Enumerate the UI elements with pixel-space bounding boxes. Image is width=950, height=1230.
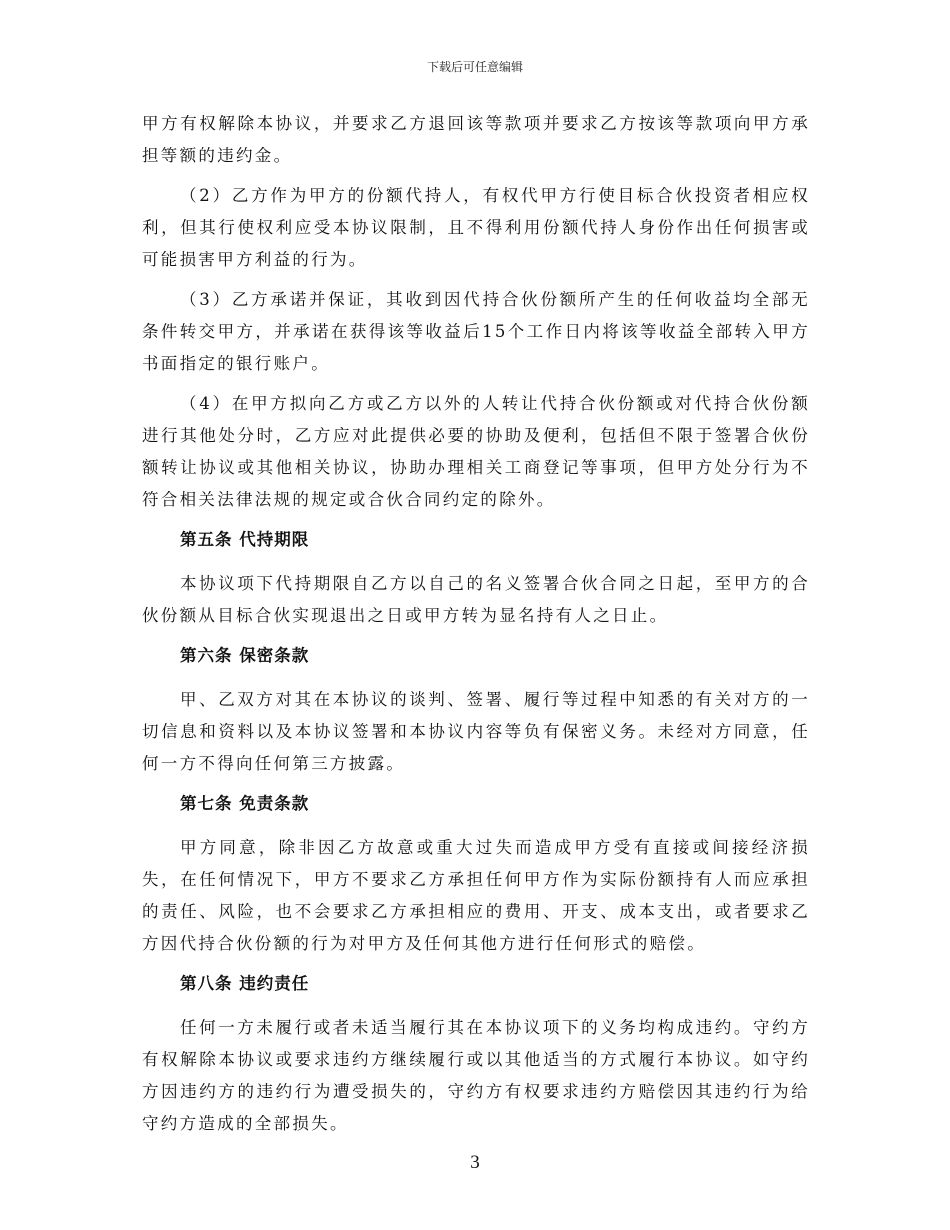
section-heading-7: 第七条 免责条款 (180, 794, 310, 813)
paragraph-confidentiality: 甲、乙双方对其在本协议的谈判、签署、履行等过程中知悉的有关对方的一切信息和资料以及本协议签署和本协议内容等负有保密义务。未经对方同意，任何一方不得向任何第三方披露。 (142, 690, 810, 773)
paragraph-exemption: 甲方同意，除非因乙方故意或重大过失而造成甲方受有直接或间接经济损失，在任何情况下，甲方不要求乙方承担任何甲方作为实际份额持有人而应承担的责任、风险，也不会要求乙方承担相应的费用、开支、成本支出，或者要求乙方因代持合伙份额的行为对甲方及任何其他方进行任何形式的赔偿。 (142, 838, 810, 953)
paragraph-continuation: 甲方有权解除本协议，并要求乙方退回该等款项并要求乙方按该等款项向甲方承担等额的违约金。 (142, 114, 810, 165)
section-heading-6: 第六条 保密条款 (180, 646, 310, 665)
section-heading-5: 第五条 代持期限 (180, 530, 310, 549)
paragraph-term: 本协议项下代持期限自乙方以自己的名义签署合伙合同之日起，至甲方的合伙份额从目标合伙实现退出之日或甲方转为显名持有人之日止。 (142, 574, 810, 625)
paragraph-liability: 任何一方未履行或者未适当履行其在本协议项下的义务均构成违约。守约方有权解除本协议或要求违约方继续履行或以其他适当的方式履行本协议。如守约方因违约方的违约行为遭受损失的，守约方有权要求违约方赔偿因其违约行为给守约方造成的全部损失。 (142, 1018, 810, 1133)
page-header: 下载后可任意编辑 (426, 60, 523, 74)
paragraph-clause-3: （3）乙方承诺并保证，其收到因代持合伙份额所产生的任何收益均全部无条件转交甲方，并承诺在获得该等收益后15个工作日内将该等收益全部转入甲方书面指定的银行账户。 (142, 290, 810, 373)
paragraph-clause-2: （2）乙方作为甲方的份额代持人，有权代甲方行使目标合伙投资者相应权利，但其行使权利应受本协议限制，且不得利用份额代持人身份作出任何损害或可能损害甲方利益的行为。 (142, 186, 810, 269)
page-number: 3 (470, 1152, 480, 1173)
document-body (142, 108, 810, 1148)
section-heading-8: 第八条 违约责任 (180, 974, 310, 993)
paragraph-clause-4: （4）在甲方拟向乙方或乙方以外的人转让代持合伙份额或对代持合伙份额进行其他处分时，乙方应对此提供必要的协助及便利，包括但不限于签署合伙份额转让协议或其他相关协议，协助办理相关工商登记等事项，但甲方处分行为不符合相关法律法规的规定或合伙合同约定的除外。 (142, 394, 810, 509)
